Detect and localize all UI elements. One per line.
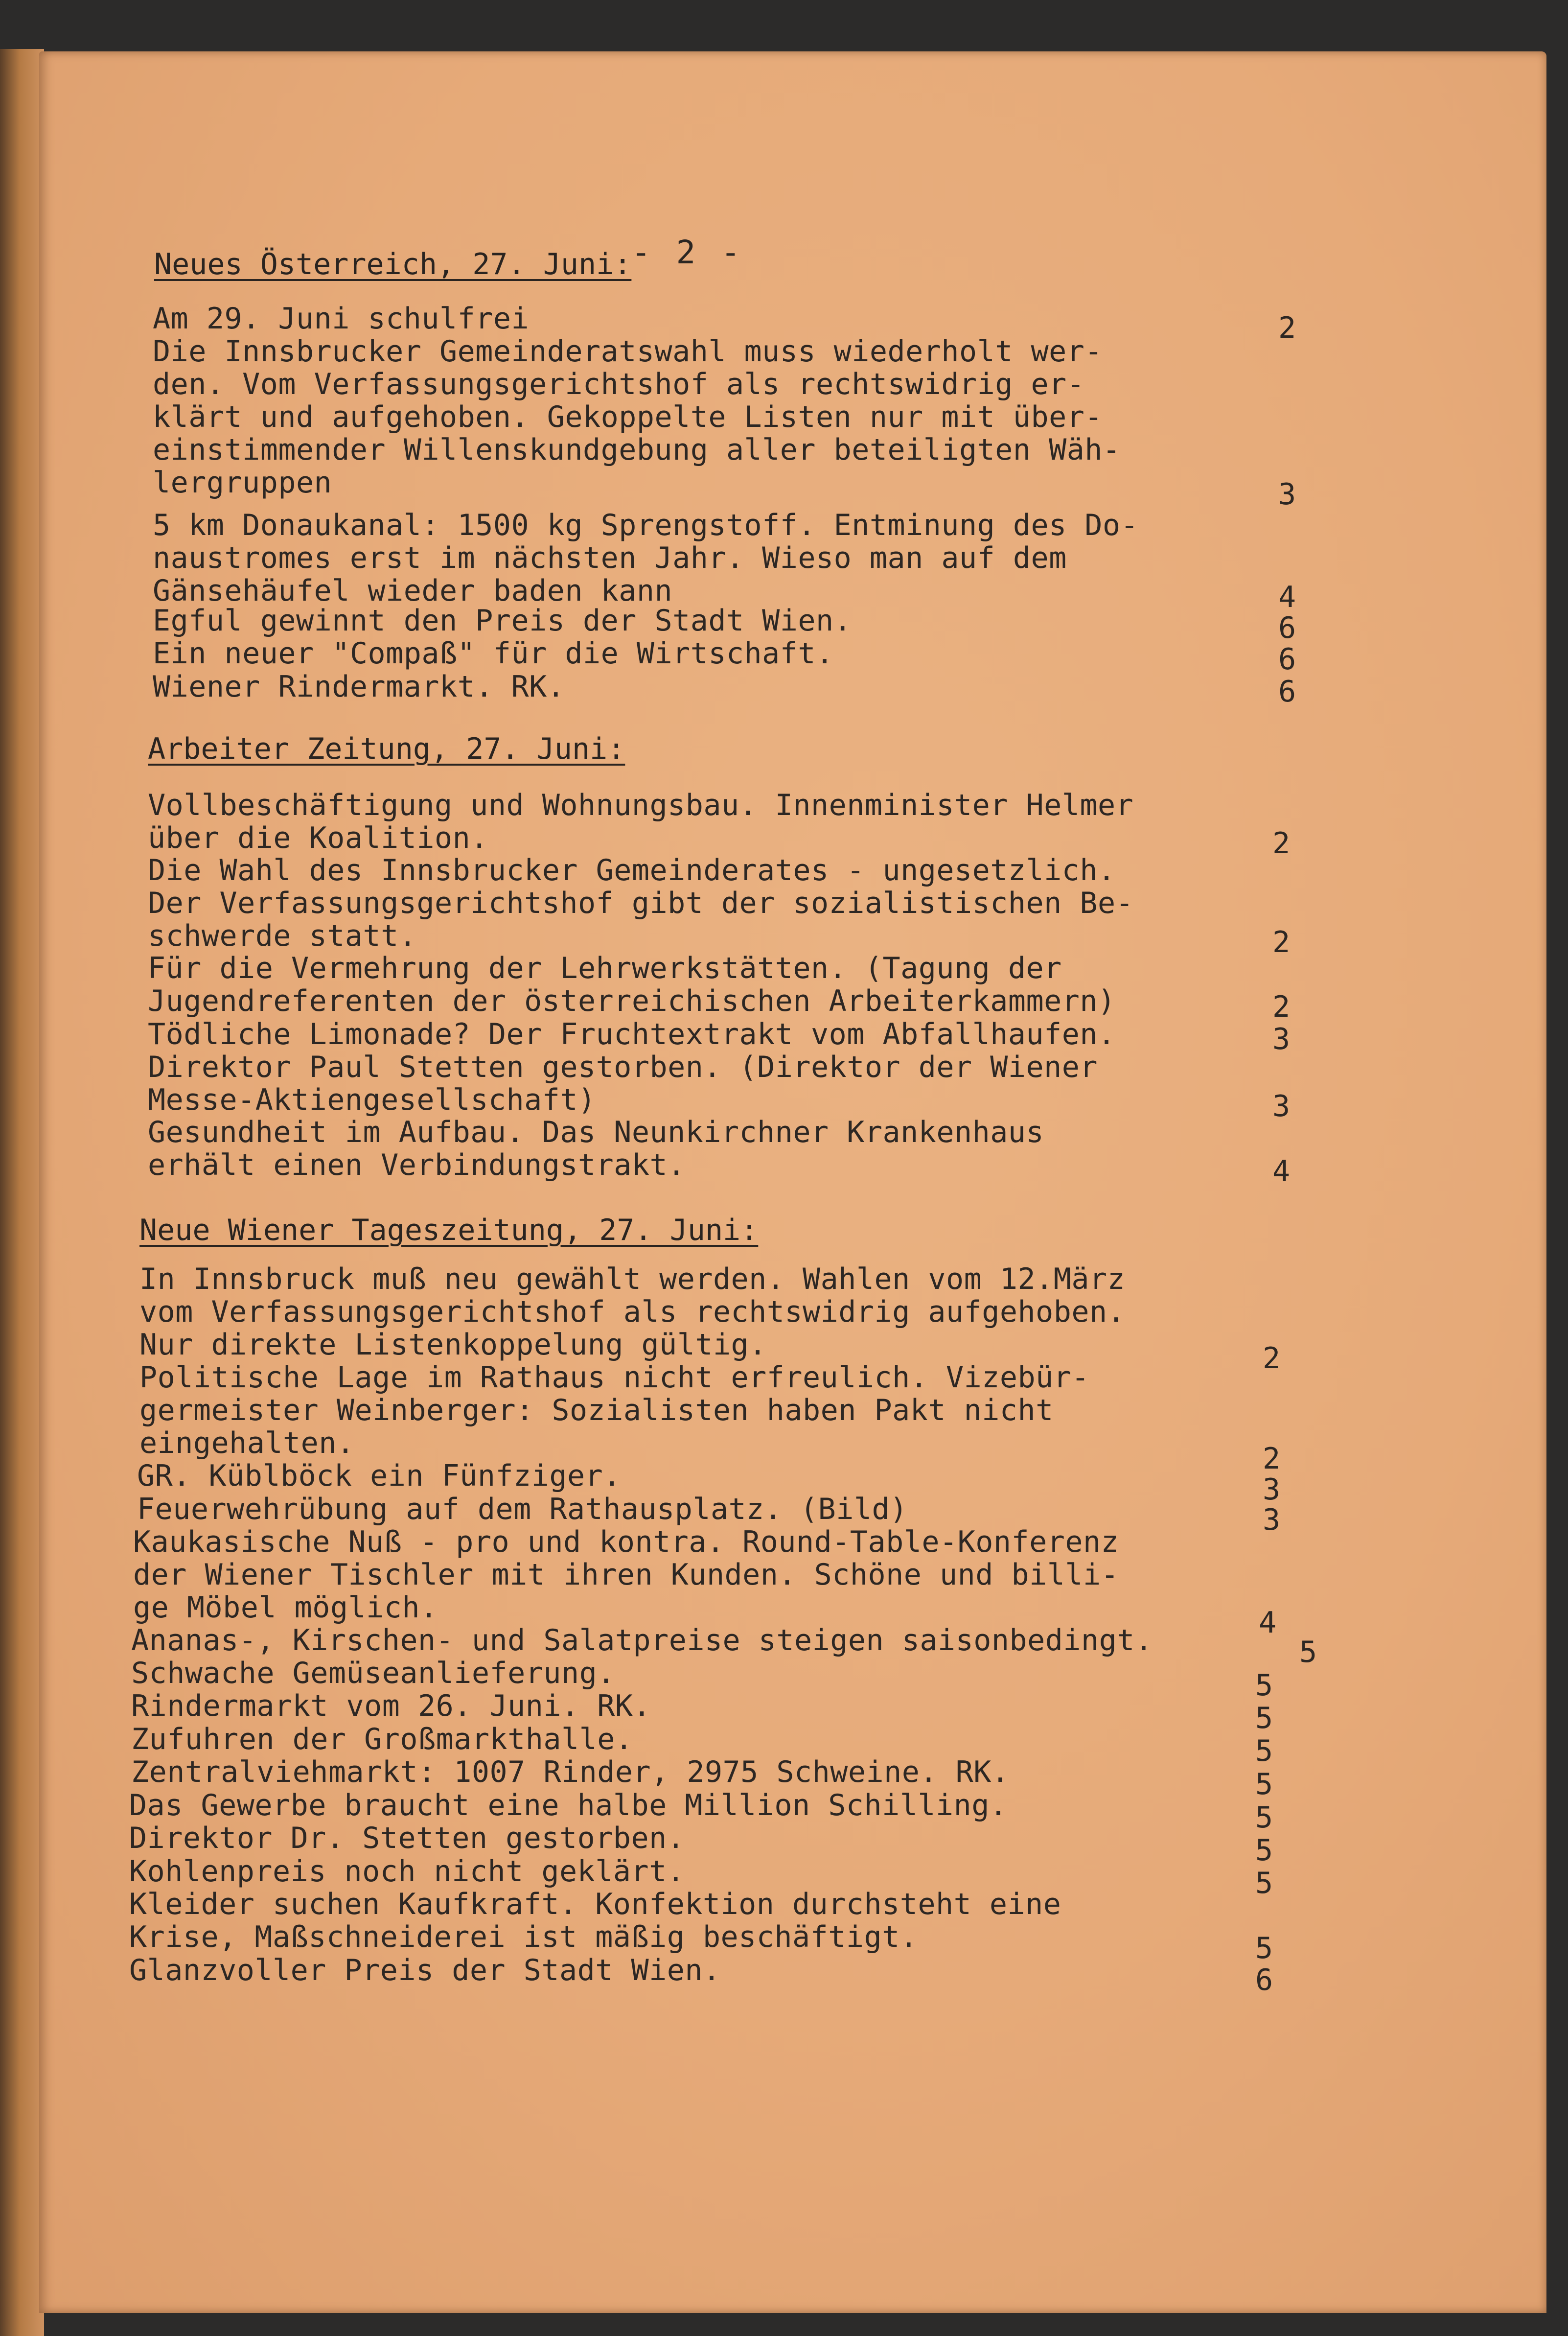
entry-text: Tödliche Limonade? Der Fruchtextrakt vom Abfallhaufen.: [148, 1017, 1116, 1051]
entry-page-ref: 4: [1259, 1606, 1277, 1640]
entry-page-ref: 5: [1255, 1866, 1273, 1900]
entry-page-ref: 2: [1272, 826, 1291, 861]
entry-page-ref: 5: [1255, 1800, 1273, 1835]
entry-text: Ein neuer "Compaß" für die Wirtschaft.: [153, 636, 834, 671]
page-number: - 2 -: [631, 234, 743, 271]
entry-text: Schwache Gemüseanlieferung.: [131, 1656, 615, 1690]
entry-text: Die Wahl des Innsbrucker Gemeinderates - ungesetzlich. Der Verfassungsgerichtshof gibt der sozialistischen Be- schwerde statt.: [148, 853, 1134, 953]
entry-text: Rindermarkt vom 26. Juni. RK.: [131, 1689, 651, 1723]
entry-text: Zentralviehmarkt: 1007 Rinder, 2975 Schweine. RK.: [131, 1755, 1010, 1789]
entry-page-ref: 6: [1278, 675, 1296, 709]
entry-page-ref: 5: [1255, 1701, 1273, 1735]
entry-page-ref: 6: [1278, 642, 1296, 677]
entry-page-ref: 6: [1255, 1963, 1273, 1997]
entry-text: Wiener Rindermarkt. RK.: [153, 670, 565, 704]
entry-page-ref: 2: [1263, 1442, 1281, 1476]
entry-page-ref: 4: [1278, 580, 1296, 614]
entry-text: Direktor Dr. Stetten gestorben.: [129, 1821, 685, 1855]
entry-page-ref: 5: [1255, 1931, 1273, 1965]
book-binding: [0, 49, 44, 2336]
entry-text: Direktor Paul Stetten gestorben. (Direktor der Wiener Messe-Aktiengesellschaft): [148, 1050, 1098, 1117]
entry-text: Am 29. Juni schulfrei: [153, 302, 530, 336]
entry-page-ref: 2: [1272, 990, 1291, 1024]
entry-page-ref: 5: [1255, 1668, 1273, 1703]
entry-page-ref: 3: [1272, 1022, 1291, 1056]
entry-page-ref: 3: [1263, 1503, 1281, 1537]
entry-page-ref: 2: [1263, 1341, 1281, 1376]
entry-page-ref: 5: [1255, 1767, 1273, 1801]
entry-text: Glanzvoller Preis der Stadt Wien.: [129, 1953, 721, 1987]
entry-text: Zufuhren der Großmarkthalle.: [131, 1722, 633, 1756]
entry-page-ref: 2: [1272, 925, 1291, 959]
entry-text: Das Gewerbe braucht eine halbe Million Schilling.: [129, 1788, 1008, 1822]
entry-page-ref: 5: [1255, 1833, 1273, 1868]
entry-text: Feuerwehrübung auf dem Rathausplatz. (Bild): [137, 1492, 908, 1526]
entry-page-ref: 3: [1278, 477, 1296, 512]
entry-page-ref: 2: [1278, 311, 1296, 345]
entry-page-ref: 5: [1299, 1635, 1317, 1669]
entry-page-ref: 3: [1263, 1472, 1281, 1507]
entry-text: Kohlenpreis noch nicht geklärt.: [129, 1854, 685, 1889]
entry-page-ref: 4: [1272, 1154, 1291, 1189]
entry-text: Ananas-, Kirschen- und Salatpreise steigen saisonbedingt.: [131, 1623, 1153, 1658]
entry-text: Vollbeschäftigung und Wohnungsbau. Innenminister Helmer über die Koalition.: [148, 788, 1134, 855]
entry-text: Für die Vermehrung der Lehrwerkstätten. (Tagung der Jugendreferenten der österreichischen Arbeiterkammern): [148, 951, 1116, 1018]
entry-page-ref: 6: [1278, 611, 1296, 645]
section-title-arbeiter-zeitung: Arbeiter Zeitung, 27. Juni:: [148, 732, 625, 766]
section-title-neues-oesterreich: Neues Österreich, 27. Juni:: [154, 247, 632, 281]
entry-text: Egful gewinnt den Preis der Stadt Wien.: [153, 604, 852, 638]
entry-text: In Innsbruck muß neu gewählt werden. Wahlen vom 12.März vom Verfassungsgerichtshof als rechtswidrig aufgehoben. Nur direkte Listenkoppelung gültig.: [139, 1262, 1126, 1362]
entry-page-ref: 5: [1255, 1734, 1273, 1768]
entry-text: Kleider suchen Kaufkraft. Konfektion durchsteht eine Krise, Maßschneiderei ist mäßig beschäftigt.: [129, 1887, 1061, 1954]
entry-text: Kaukasische Nuß - pro und kontra. Round-Table-Konferenz der Wiener Tischler mit ihren Kunden. Schöne und billi- ge Möbel möglich.: [133, 1525, 1119, 1625]
entry-text: Die Innsbrucker Gemeinderatswahl muss wiederholt wer- den. Vom Verfassungsgerichtshof als rechtswidrig er- klärt und aufgehoben. Gekoppelte Listen nur mit über- einstimmender Willenskundgebung aller beteiligten Wäh- lergruppen: [153, 334, 1121, 500]
entry-page-ref: 3: [1272, 1089, 1291, 1123]
entry-text: Gesundheit im Aufbau. Das Neunkirchner Krankenhaus erhält einen Verbindungstrakt.: [148, 1115, 1044, 1182]
entry-text: 5 km Donaukanal: 1500 kg Sprengstoff. Entminung des Do- naustromes erst im nächsten Jahr. Wieso man auf dem Gänsehäufel wieder baden kann: [153, 508, 1139, 608]
section-title-neue-wiener-tageszeitung: Neue Wiener Tageszeitung, 27. Juni:: [139, 1213, 759, 1247]
entry-text: GR. Küblböck ein Fünfziger.: [137, 1459, 621, 1493]
entry-text: Politische Lage im Rathaus nicht erfreulich. Vizebür- germeister Weinberger: Sozialisten haben Pakt nicht eingehalten.: [139, 1360, 1090, 1460]
